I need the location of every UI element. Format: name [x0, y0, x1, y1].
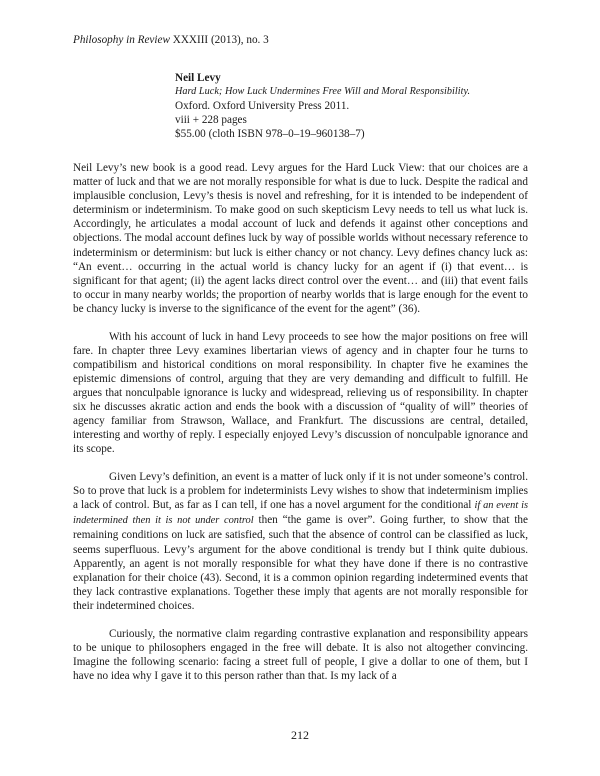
paragraph-3 [73, 470, 528, 613]
book-price: $55.00 (cloth ISBN 978–0–19–960138–7) [175, 128, 365, 140]
paragraph-1: Neil Levy’s new book is a good read. Levy argues for the Hard Luck View: that our choices are a matter of luck and that we are not morally responsible for what is due to luck. Despite the radical and implausible conclusion, Levy’s thesis is novel and refreshing, for it is intended to be independent of determinism or indeterminism. To make good on such skepticism Levy needs to tell us what luck is. Accordingly, he articulates a modal account of luck and defends it against other conceptions and objections. The modal account defines luck by way of possible worlds without necessary reference to indeterminism or determinism: but luck is either chancy or not chancy. Levy defines chancy luck as: “An event… occurring in the actual world is chancy lucky for an agent if (i) that event… is significant for that agent; (ii) the agent lacks direct control over the event… and (iii) that event fails to occur in many nearby worlds; the proportion of nearby worlds that is large enough for the event to be chancy lucky is inverse to the significance of the event for the agent” (36). [73, 162, 528, 315]
review-body [73, 161, 528, 683]
journal-issue: XXXIII (2013), no. 3 [172, 34, 269, 46]
book-pages: viii + 228 pages [175, 114, 247, 126]
paragraph-4: Curiously, the normative claim regarding contrastive explanation and responsibility appears to be unique to philosophers engaged in the free will debate. It is also not altogether convincing. Imagine the following scenario: facing a street full of people, I give a dollar to one of them, but I have no idea why I gave it to this person rather than that. Is my lack of a [73, 627, 528, 682]
journal-title: Philosophy in Review [73, 34, 170, 46]
paragraph-2: With his account of luck in hand Levy proceeds to see how the major positions on free will fare. In chapter three Levy examines libertarian views of agency and in chapter four he turns to compatibilism and historical conditions on moral responsibility. In chapter five he examines the epistemic dimensions of control, arguing that they are very demanding and difficult to fulfill. He argues that nonculpable ignorance is lucky and widespread, relieving us of responsibility. In chapter six he discusses akratic action and ends the book with a discussion of “quality of will” theories of agency familiar from Strawson, Wallace, and Frankfurt. The discussions are central, detailed, interesting and worthy of reply. I especially enjoyed Levy’s discussion of nonculpable ignorance and its scope. [73, 330, 528, 456]
paragraph-3-italic-conditional: if an event is indetermined then it is not under control [73, 500, 528, 527]
paragraph-3-text-a: Given Levy’s definition, an event is a matter of luck only if it is not under someone’s control. So to prove that luck is a problem for indeterminists Levy wishes to show that indeterminism implies a lack of control. But, as far as I can tell, if one has a novel argument for the conditional [73, 471, 528, 512]
book-title: Hard Luck; How Luck Undermines Free Will and Moral Responsibility. [175, 86, 471, 97]
page-number: 212 [291, 728, 309, 742]
book-publisher: Oxford. Oxford University Press 2011. [175, 100, 350, 112]
running-header [73, 33, 269, 47]
book-author: Neil Levy [175, 72, 221, 84]
book-citation [175, 71, 535, 141]
paragraph-3-text-b: then “the game is over”. Going further, to show that the remaining conditions on luck are satisfied, such that the absence of control can be classified as luck, seems superfluous. Levy’s argument for the above conditional is trendy but I think quite dubious. Apparently, an agent is not morally responsible for what they have done if there is no contrastive explanation for their choice (43). Second, it is a common opinion regarding indetermined events that they lack contrastive explanations. Together these imply that agents are not morally responsible for their indetermined choices. [73, 514, 528, 612]
